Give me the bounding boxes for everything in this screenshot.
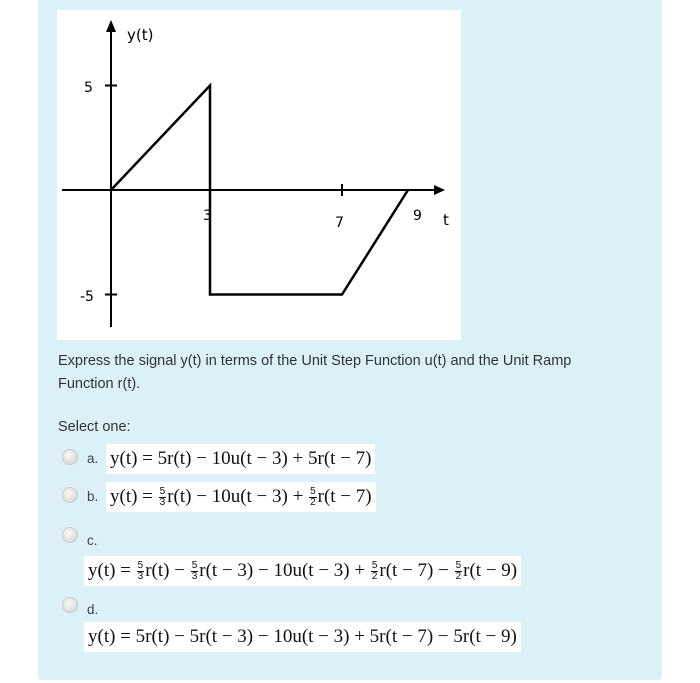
formula-text: r(t − 7) (317, 486, 372, 507)
numerator: 5 (137, 560, 144, 572)
option-c-formula[interactable] (84, 556, 521, 586)
fraction (309, 487, 317, 508)
x-tick-label-9: 9 (413, 208, 422, 224)
fraction (191, 561, 199, 582)
select-one-label: Select one: (58, 419, 131, 435)
signal-graph (57, 10, 461, 340)
option-c-radio[interactable] (62, 527, 78, 543)
formula-text: r(t − 3) − 10u(t − 3) + (199, 560, 370, 581)
question-text: Express the signal y(t) in terms of the Unit Step Function u(t) and the Unit Ramp Function r(t). (58, 353, 572, 392)
option-c-label: c. (87, 533, 98, 548)
option-b-label: b. (87, 489, 99, 504)
formula-text: r(t − 7) − (379, 560, 454, 581)
x-axis-label: t (443, 211, 449, 229)
formula-text: y(t) = 5r(t) − 5r(t − 3) − 10u(t − 3) + 5r(t − 7) − 5r(t − 9) (88, 626, 517, 647)
denominator: 2 (310, 497, 316, 509)
denominator: 3 (159, 497, 166, 509)
denominator: 2 (371, 571, 378, 583)
option-a-radio[interactable] (62, 449, 78, 465)
graph-svg (57, 10, 461, 340)
fraction (159, 487, 167, 508)
numerator: 5 (191, 560, 198, 572)
formula-text: r(t) − (145, 560, 190, 581)
fraction (371, 561, 379, 582)
formula-text: y(t) = (88, 560, 136, 581)
option-b-radio[interactable] (62, 487, 78, 503)
fraction (455, 561, 463, 582)
fraction (137, 561, 145, 582)
y-axis-label: y(t) (127, 26, 154, 44)
denominator: 3 (137, 571, 144, 583)
formula-text: r(t) − 10u(t − 3) + (167, 486, 309, 507)
option-d-formula[interactable] (84, 622, 521, 652)
x-tick-label-7: 7 (335, 215, 344, 231)
denominator: 3 (191, 571, 198, 583)
y-tick-label-5: 5 (84, 80, 93, 96)
option-b-formula[interactable] (106, 482, 376, 512)
formula-text: r(t − 9) (463, 560, 518, 581)
x-tick-label-3: 3 (203, 208, 212, 224)
formula-text: y(t) = 5r(t) − 10u(t − 3) + 5r(t − 7) (110, 448, 372, 469)
option-a-label: a. (87, 451, 99, 466)
x-axis-arrow-icon (434, 185, 445, 195)
option-d-radio[interactable] (62, 597, 78, 613)
option-d-label: d. (87, 602, 99, 617)
formula-text: y(t) = (110, 486, 158, 507)
y-tick-label-neg5: -5 (80, 289, 94, 305)
denominator: 2 (455, 571, 462, 583)
numerator: 5 (371, 560, 378, 572)
y-axis-arrow-icon (106, 20, 116, 32)
numerator: 5 (159, 486, 166, 498)
numerator: 5 (455, 560, 462, 572)
numerator: 5 (310, 486, 316, 498)
option-a-formula[interactable] (106, 444, 375, 474)
